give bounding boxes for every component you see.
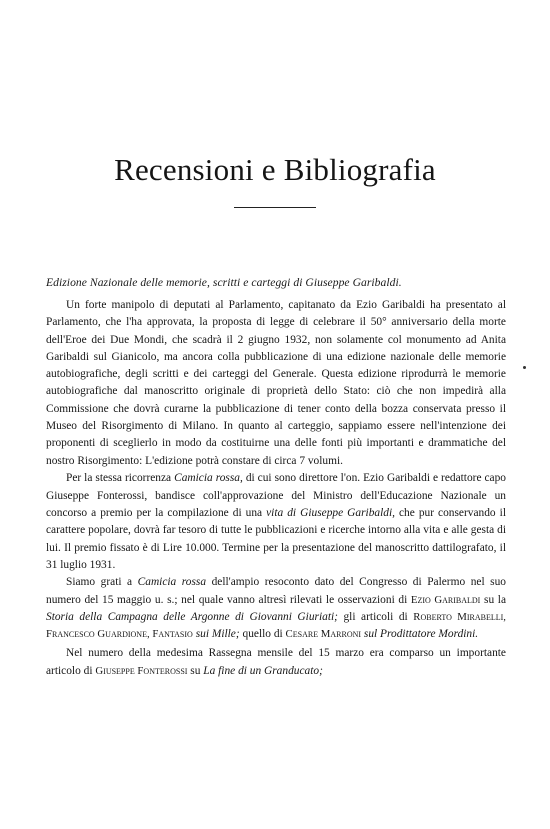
paragraph-3-text-g: gli articoli di (337, 610, 414, 623)
work-title-argonne: Storia della Campagna delle Argonne di Giovanni Giuriati; (46, 610, 338, 623)
author-cesare-marroni: Cesare Marroni (285, 628, 362, 641)
title-divider (234, 207, 316, 208)
author-ezio-garibaldi: Ezio Garibaldi (410, 593, 481, 606)
paragraph-2-text-e: che pur conservando il carattere popolare, dovrà far tesoro di tutte le pubblicazioni e ricerche intorno alla vita e alle gesta di lui. Il premio fissato è di Lire 10.000. Termine per la presentazione del manoscritto dattilografato, il 31 luglio 1931. (46, 507, 506, 571)
article-body (46, 297, 506, 680)
paragraph-3-text-c: dell'ampio resoconto dato del Congresso di Palermo nel suo numero del 15 maggio u. s.; nel quale vanno altresì rilevati le osservazioni di (46, 576, 506, 606)
section-subtitle: Edizione Nazionale delle memorie, scritti e carteggi di Giuseppe Garibaldi. (46, 276, 402, 289)
paragraph-2-text-a: Per la stessa ricorrenza (66, 472, 175, 485)
work-title-mordini: sul Prodittatore Mordini. (363, 628, 479, 641)
paragraph-3 (46, 574, 506, 643)
work-title-vita-garibaldi: vita di Giuseppe Garibaldi, (266, 507, 395, 520)
paragraph-3-text-k: quello di (239, 628, 286, 641)
journal-title-camicia-rossa: Camicia rossa, (174, 472, 243, 485)
paragraph-4-text-c: su (187, 664, 204, 677)
authors-mirabelli-guardione-fantasio: Roberto Mirabelli, Francesco Guardione, Fantasio (46, 610, 506, 641)
margin-dot (523, 366, 526, 369)
paragraph-3-text-a: Siamo grati a (66, 576, 138, 589)
paragraph-4 (46, 645, 506, 680)
paragraph-4-text-a: Nel numero della medesima Rassegna mensile del 15 marzo era comparso un importante articolo di (46, 647, 506, 677)
paragraph-1: Un forte manipolo di deputati al Parlamento, capitanato da Ezio Garibaldi ha presentato al Parlamento, che l'ha approvata, la proposta di legge di celebrare il 50° anniversario della morte dell'Eroe dei Due Mondi, che scadrà il 2 giugno 1932, non solamente col monumento ad Anita Garibaldi sul Gianicolo, ma ancora colla pubblicazione di una edizione nazionale delle memorie autobiografiche, degli scritti e dei carteggi del Generale. Questa edizione riprodurrà le memorie autobiografiche dal manoscritto originale di proprietà dello Stato: ciò che non impedirà alla Commissione che dovrà curarne la pubblicazione di tener conto della bozza conservata presso il Museo del Risorgimento di Milano. In quanto al carteggio, sappiamo essere nell'intenzione dei proponenti di sceglierlo in modo da costituirne una delle fonti più importanti e drammatiche del nostro Risorgimento: L'edizione potrà constare di circa 7 volumi. (46, 299, 506, 467)
paragraph-2-text-c: di cui sono direttore l'on. Ezio Garibaldi e redattore capo Giuseppe Fonterossi, bandisce coll'approvazione del Ministro dell'Educazione Nazionale un concorso a premio per la compilazione di una (46, 472, 507, 520)
journal-title-camicia-rossa-2: Camicia rossa (137, 576, 207, 589)
work-title-sui-mille: sui Mille; (195, 628, 240, 641)
paragraph-2 (46, 470, 506, 574)
author-giuseppe-fonterossi: Giuseppe Fonterossi (95, 664, 188, 677)
work-title-granducato: La fine di un Granducato; (203, 664, 323, 677)
page-title: Recensioni e Bibliografia (114, 152, 436, 187)
paragraph-3-text-e: su la (480, 593, 507, 606)
